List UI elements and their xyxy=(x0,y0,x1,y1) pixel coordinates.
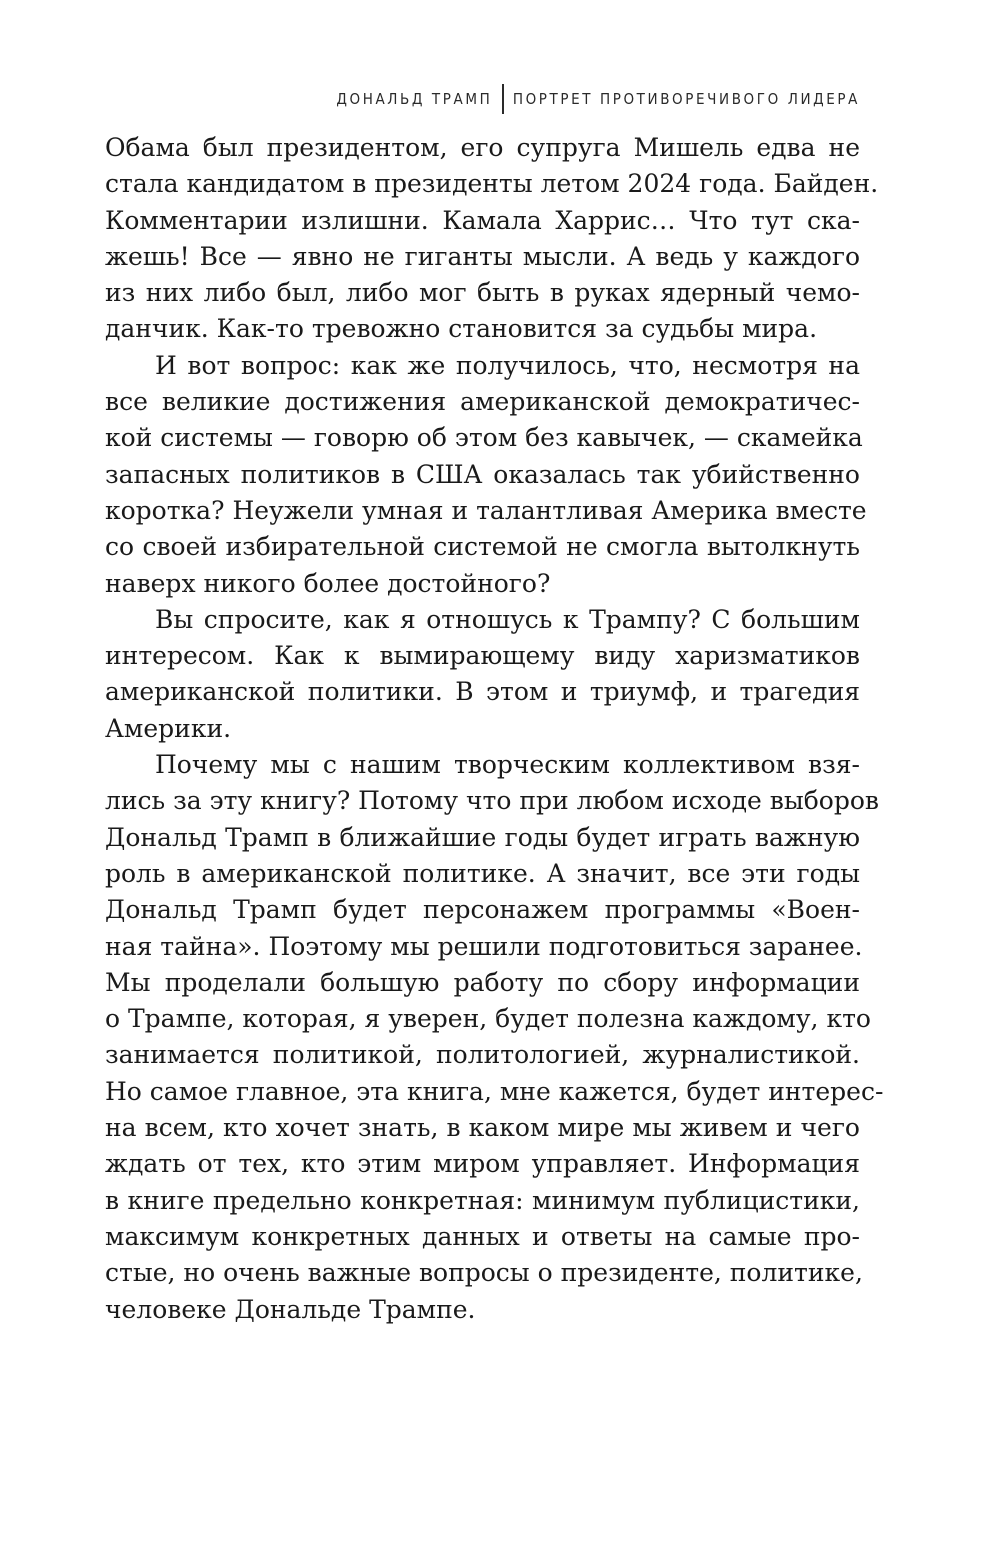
text-line: данчик. Как-то тревожно становится за судьбы мира. xyxy=(105,314,818,344)
text-line: стала кандидатом в президенты летом 2024 года. Байден. xyxy=(105,169,879,199)
text-line: американской политики. В этом и триумф, и трагедия xyxy=(105,677,860,707)
text-line: роль в американской политике. А значит, все эти годы xyxy=(105,858,860,888)
text-line: наверх никого более достойного? xyxy=(105,568,551,598)
text-line: Дональд Трамп будет персонажем программы «Воен- xyxy=(105,895,860,925)
text-line: запасных политиков в США оказалась так убийственно xyxy=(105,459,860,489)
running-head xyxy=(336,84,860,114)
text-line: стые, но очень важные вопросы о президенте, политике, xyxy=(105,1258,863,1288)
text-line: Комментарии излишни. Камала Харрис… Что тут ска- xyxy=(105,205,860,235)
text-line: ждать от тех, кто этим миром управляет. Информация xyxy=(105,1149,860,1179)
text-line: жешь! Все — явно не гиганты мысли. А ведь у каждого xyxy=(105,241,860,271)
text-line: кой системы — говорю об этом без кавычек, — скамейка xyxy=(105,423,863,453)
text-line: Дональд Трамп в ближайшие годы будет играть важную xyxy=(105,822,860,852)
text-line: со своей избирательной системой не смогла вытолкнуть xyxy=(105,532,860,562)
text-line: на всем, кто хочет знать, в каком мире мы живем и чего xyxy=(105,1113,860,1143)
paragraph-3 xyxy=(105,602,860,747)
text-line: все великие достижения американской демократичес- xyxy=(105,387,860,417)
paragraph-1 xyxy=(105,130,879,348)
text-line: ная тайна». Поэтому мы решили подготовиться заранее. xyxy=(105,931,863,961)
text-line: И вот вопрос: как же получилось, что, несмотря на xyxy=(155,350,860,380)
text-line: Мы проделали большую работу по сбору информации xyxy=(105,967,860,997)
paragraph-2 xyxy=(105,348,867,602)
text-line: человеке Дональде Трампе. xyxy=(105,1294,476,1324)
text-line: Обама был президентом, его супруга Мишель едва не xyxy=(105,133,860,162)
running-head-author: ДОНАЛЬД ТРАМП xyxy=(336,90,493,108)
text-line: коротка? Неужели умная и талантливая Америка вместе xyxy=(105,495,867,525)
text-line: из них либо был, либо мог быть в руках ядерный чемо- xyxy=(105,278,860,308)
text-line: занимается политикой, политологией, журналистикой. xyxy=(105,1040,860,1070)
text-line: Вы спросите, как я отношусь к Трампу? С большим xyxy=(155,604,860,634)
running-head-title: ПОРТРЕТ ПРОТИВОРЕЧИВОГО ЛИДЕРА xyxy=(512,90,860,108)
text-line: Почему мы с нашим творческим коллективом взя- xyxy=(155,750,860,780)
text-line: в книге предельно конкретная: минимум публицистики, xyxy=(105,1185,860,1215)
body-text xyxy=(105,130,884,1328)
text-line: Но самое главное, эта книга, мне кажется, будет интерес- xyxy=(105,1076,884,1106)
paragraph-4 xyxy=(105,747,884,1328)
text-line: интересом. Как к вымирающему виду харизматиков xyxy=(105,641,860,671)
text-line: максимум конкретных данных и ответы на самые про- xyxy=(105,1221,860,1251)
text-line: лись за эту книгу? Потому что при любом исходе выборов xyxy=(105,786,879,816)
running-head-separator xyxy=(502,84,504,114)
text-line: Америки. xyxy=(105,713,232,743)
text-line: о Трампе, которая, я уверен, будет полезна каждому, кто xyxy=(105,1004,871,1034)
